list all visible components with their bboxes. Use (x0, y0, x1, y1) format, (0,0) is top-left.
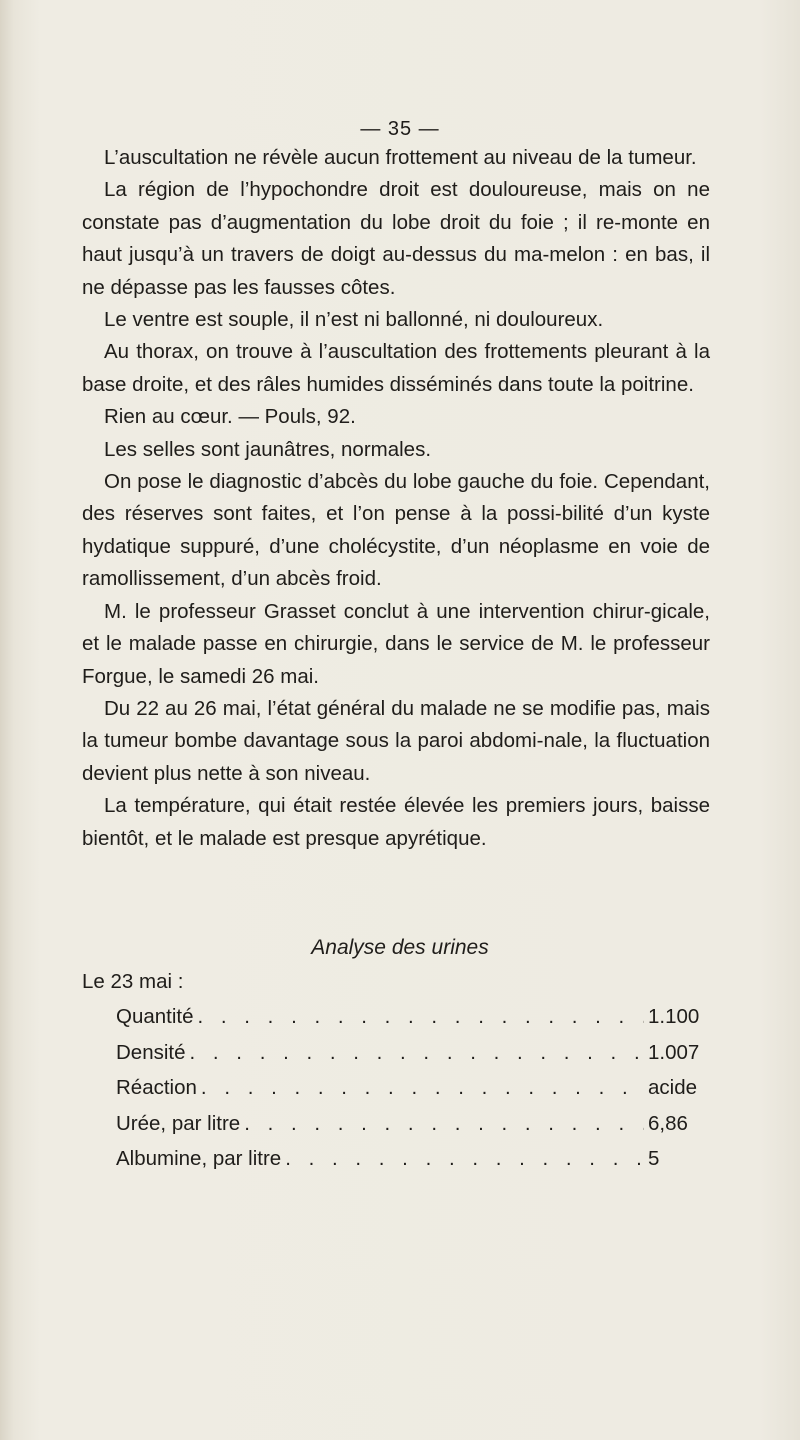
dot-leader (285, 1147, 644, 1171)
analysis-label: Densité (116, 1040, 186, 1064)
analysis-value: 1.007 (648, 1040, 700, 1064)
paragraph: Au thorax, on trouve à l’auscultation des frottements pleurant à la base droite, et des râles humides disséminés dans toute la poitrine. (82, 340, 710, 396)
paragraph: La région de l’hypochondre droit est douloureuse, mais on ne constate pas d’augmentation du lobe droit du foie ; il re-monte en haut jusqu’à un travers de doigt au-dessus du ma-melon : en bas, il ne dépasse pas les fausses côtes. (82, 178, 710, 299)
analysis-row (116, 1041, 712, 1077)
analysis-label: Réaction (116, 1076, 197, 1099)
paragraph: Les selles sont jaunâtres, normales. (104, 437, 432, 461)
analysis-date: Le 23 mai : (82, 970, 184, 993)
dot-leader (201, 1076, 644, 1100)
analysis-row (116, 1147, 712, 1183)
paragraph: L’auscultation ne révèle aucun frottement au niveau de la tumeur. (104, 146, 697, 169)
dot-leader (190, 1041, 644, 1065)
analysis-value: 6,86 (648, 1111, 688, 1135)
analysis-row (116, 1005, 712, 1041)
analysis-row (116, 1112, 712, 1148)
urine-analysis-table (116, 1005, 712, 1183)
analysis-value: 5 (648, 1147, 660, 1170)
analysis-label: Quantité (116, 1005, 194, 1028)
paragraph: La température, qui était restée élevée les premiers jours, baisse bientôt, et le malade est presque apyrétique. (82, 794, 710, 850)
analysis-title: Analyse des urines (311, 936, 489, 959)
dot-leader (198, 1005, 645, 1029)
paragraph: On pose le diagnostic d’abcès du lobe gauche du foie. Cependant, des réserves sont faites, et l’on pense à la possi-bilité d’un kyste hydatique suppuré, d’une cholécystite, d’un néoplasme en voie de ramollissement, d’un abcès froid. (82, 470, 710, 591)
analysis-label: Albumine, par litre (116, 1147, 282, 1170)
analysis-value: acide (648, 1076, 698, 1099)
analysis-row (116, 1076, 712, 1112)
analysis-value: 1.100 (648, 1005, 700, 1028)
analysis-label: Urée, par litre (116, 1111, 241, 1135)
body-text (82, 142, 710, 855)
paragraph: Du 22 au 26 mai, l’état général du malade ne se modifie pas, mais la tumeur bombe davantage sous la paroi abdomi-nale, la fluctuation devient plus nette à son niveau. (82, 696, 710, 785)
dot-leader (244, 1112, 644, 1136)
page-number: — 35 — (360, 118, 440, 140)
paragraph: M. le professeur Grasset conclut à une intervention chirur-gicale, et le malade passe en chirurgie, dans le service de M. le professeur Forgue, le samedi 26 mai. (82, 599, 710, 688)
paragraph: Rien au cœur. — Pouls, 92. (104, 405, 356, 429)
paragraph: Le ventre est souple, il n’est ni ballonné, ni douloureux. (104, 308, 604, 332)
